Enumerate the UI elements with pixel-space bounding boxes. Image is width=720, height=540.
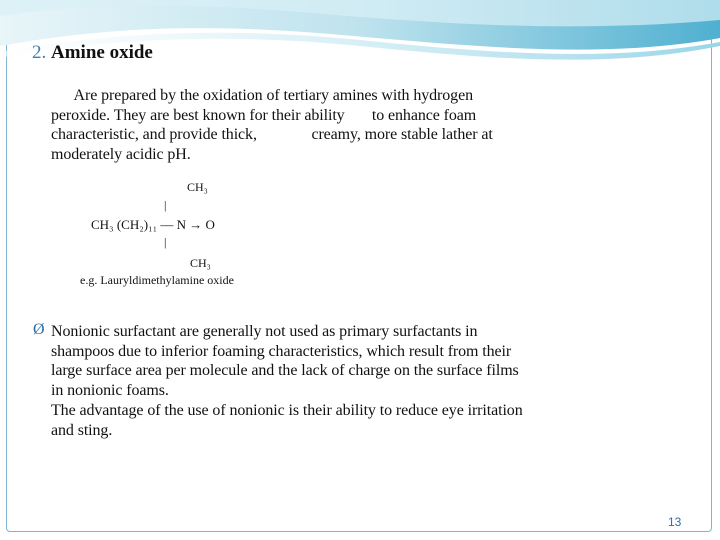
structure-top-bond: | [164, 198, 167, 212]
heading-title: Amine oxide [51, 42, 153, 63]
slide-heading [32, 42, 153, 64]
structure-top-methyl: CH₃ [187, 180, 208, 194]
intro-paragraph [51, 86, 641, 164]
paragraph-line: moderately acidic pH. [51, 145, 191, 163]
bullet-line: large surface area per molecule and the lack of charge on the surface films [51, 362, 519, 379]
bullet-line: The advantage of the use of nonionic is their ability to reduce eye irritation [51, 402, 523, 419]
bullet-arrow-icon: Ø [33, 321, 45, 338]
structure-bottom-methyl: CH₃ [190, 256, 211, 270]
bullet-line: and sting. [51, 421, 113, 439]
structure-bottom-bond: | [164, 235, 167, 249]
structure-main-chain: CH₃ (CH₂)₁₁ — N → O [91, 217, 215, 232]
bullet-text [51, 322, 691, 440]
bullet-line: shampoos due to inferior foaming characteristics, which result from their [51, 342, 512, 360]
paragraph-line: Are prepared by the oxidation of tertiary amines with hydrogen [51, 87, 473, 104]
paragraph-line: peroxide. They are best known for their ability to enhance foam [51, 106, 477, 124]
heading-number: 2. [32, 42, 47, 63]
bullet-line: Nonionic surfactant are generally not used as primary surfactants in [51, 323, 478, 340]
paragraph-line: characteristic, and provide thick, creamy, more stable lather at [51, 126, 493, 143]
bullet-line: in nonionic foams. [51, 381, 169, 399]
page-number: 13 [668, 515, 682, 529]
structure-caption: e.g. Lauryldimethylamine oxide [80, 273, 234, 287]
